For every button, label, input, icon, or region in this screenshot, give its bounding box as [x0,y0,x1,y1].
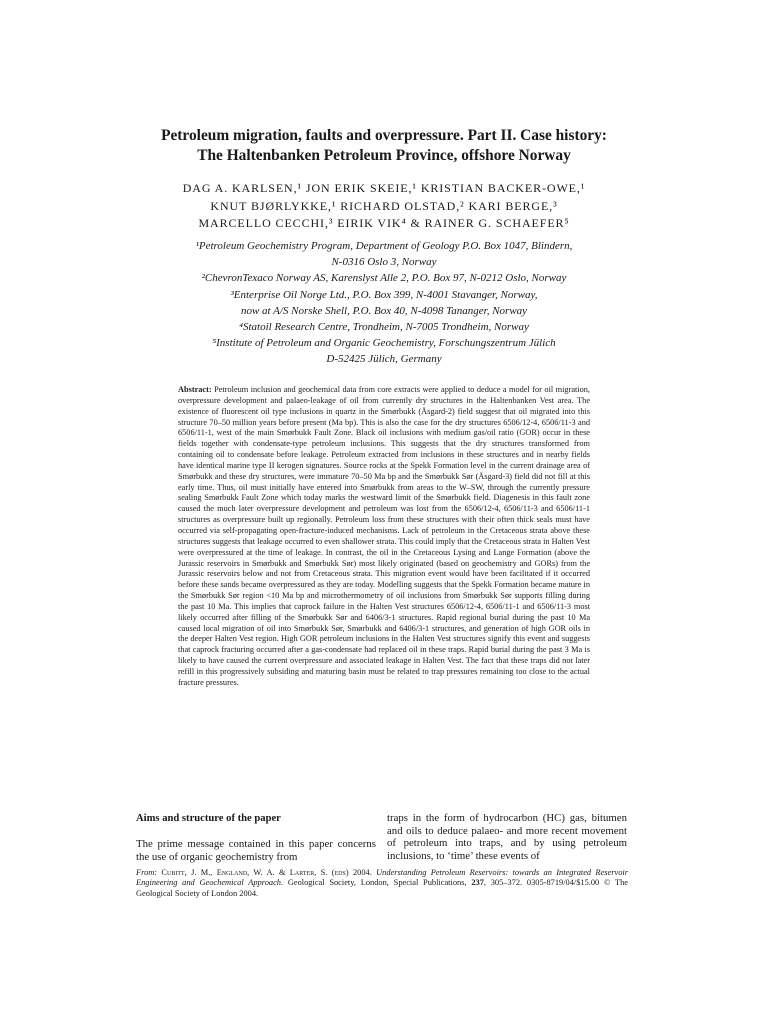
citation-footnote [136,868,628,899]
abstract-text: Petroleum inclusion and geochemical data from core extracts were applied to deduce a model for oil migration, overpressure development and palaeo-leakage of oil from currently dry structures in the Haltenbanken Vest area. The existence of fluorescent oil type inclusions in quartz in the Smørbukk (Åsgard-2) field suggest that oil migrated into this structure 70–50 million years before present (Ma bp). This is also the case for the dry structures 6506/12-4, 6506/11-3 and 6506/11-1, west of the main Smørbukk Fault Zone. Black oil inclusions with medium gas/oil ratio (GOR) occur in these fields together with condensate-type petroleum inclusions. This suggests that the dry structures transformed from containing oil to condensate before leakage. Petroleum extracted from inclusions in these structures and in nearby fields have identical marine type II kerogen signatures. Source rocks at the Spekk Formation level in the current drainage area of Smørbukk and these dry structures, were immature 70–50 Ma bp and the Smørbukk Sør (Åsgard-3) field did not fill at this early time. Thus, oil must initially have entered into Smørbukk from areas to the W–SW, through the currently pressure sealing Smørbukk Fault Zone which today marks the westward limit of the Smørbukk field. Diagenesis in this fault zone caused the much later overpressure development and petroleum was lost from the 6506/12-4, 6506/11-3 and 6506/11-1 structures as overpressure built up regionally. Petroleum loss from these structures with their often thick seals must have occurred via self-propagating open-fracture-induced mechanisms. Lack of petroleum in the Cretaceous strata above these structures suggests that leakage occurred to even shallower strata. This could imply that the Cretaceous strata in Halten Vest were overpressured at the time of leakage. In contrast, the oil in the Cretaceous Lysing and Lange Formation (above the Jurassic reservoirs in Smørbukk and Smørbukk Sør) most likely originated (based on geochemistry and GORs) from the Jurassic reservoirs below and not from Cretaceous strata. This migration event would have been facilitated if it occurred before these sands became overpressured as they are today. Modelling suggests that the Spekk Formation became mature in the Smørbukk Sør region <10 Ma bp and microthermometry of oil inclusions from Smørbukk Sør supports filling during the past 10 Ma. This implies that caprock failure in the Halten Vest structures 6506/12-4, 6506/11-1 and 6506/11-3 most likely occurred after filling of the Smørbukk Sør and 6406/3-1 structures. Rapid regional burial during the past 10 Ma caused local migration of oil into Smørbukk Sør, Smørbukk and 6406/3-1 structures, and generation of high GOR oils in the deeper Halten Vest region. High GOR petroleum inclusions in the Halten Vest structures signify this event and suggests that caprock fracturing occurred after a gas-condensate had replaced oil in these traps. Rapid burial during the past 3 Ma is likely to have caused the current overpressure and associated leakage in Halten Vest. The fact that these traps did not later refill in this progressively subsiding and maturing basin must be related to trap pressures remaining too close to the actual fracture pressures. [178,385,590,687]
abstract [178,385,590,689]
abstract-label: Abstract: [178,385,212,394]
affiliation-line: ³Enterprise Oil Norge Ltd., P.O. Box 399, N-4001 Stavanger, Norway, [230,288,538,301]
body-text-left-column: The prime message contained in this paper concerns the use of organic geochemistry from [136,838,376,863]
citation-editors: Cubitt, J. M., England, W. A. & Larter, S. (eds) 2004. [157,868,377,877]
citation-pages-copyright: , 305–372. 0305-8719/04/$15.00 © The Geological Society of London 2004. [136,878,628,898]
affiliation-line: N-0316 Oslo 3, Norway [331,256,437,269]
citation-publisher: Geological Society, London, Special Publications, [283,878,472,888]
affiliation-line: ²ChevronTexaco Norway AS, Karenslyst Alle 2, P.O. Box 97, N-0212 Oslo, Norway [201,272,567,285]
paper-title-line-1: Petroleum migration, faults and overpressure. Part II. Case history: [161,127,607,144]
affiliation-line: ⁵Institute of Petroleum and Organic Geochemistry, Forschungszentrum Jülich [212,337,556,350]
body-text-right-column: traps in the form of hydrocarbon (HC) gas, bitumen and oils to deduce palaeo- and more recent movement of petroleum into traps, and by using petroleum inclusions, to ‘time’ these events of [387,812,627,862]
paper-title [130,126,638,166]
citation-book-title: Understanding Petroleum Reservoirs: towards an Integrated Reservoir Engineering and Geochemical Approach. [136,868,628,888]
affiliations [130,238,638,368]
affiliation-line: ⁴Statoil Research Centre, Trondheim, N-7005 Trondheim, Norway [239,321,529,334]
affiliation-line: now at A/S Norske Shell, P.O. Box 40, N-4098 Tananger, Norway [240,304,528,317]
affiliation-line: D-52425 Jülich, Germany [326,353,442,366]
author-line-1: DAG A. KARLSEN,¹ JON ERIK SKEIE,¹ KRISTIAN BACKER-OWE,¹ [182,181,586,195]
citation-from-label: From: [136,868,158,877]
citation-volume: 237 [471,878,484,888]
author-line-3: MARCELLO CECCHI,³ EIRIK VIK⁴ & RAINER G. SCHAEFER⁵ [198,216,570,230]
affiliation-line: ¹Petroleum Geochemistry Program, Department of Geology P.O. Box 1047, Blindern, [195,240,573,252]
paper-title-line-2: The Haltenbanken Petroleum Province, offshore Norway [197,147,571,164]
author-list [130,180,638,233]
author-line-2: KNUT BJØRLYKKE,¹ RICHARD OLSTAD,² KARI BERGE,³ [210,198,558,213]
section-heading: Aims and structure of the paper [136,813,281,824]
